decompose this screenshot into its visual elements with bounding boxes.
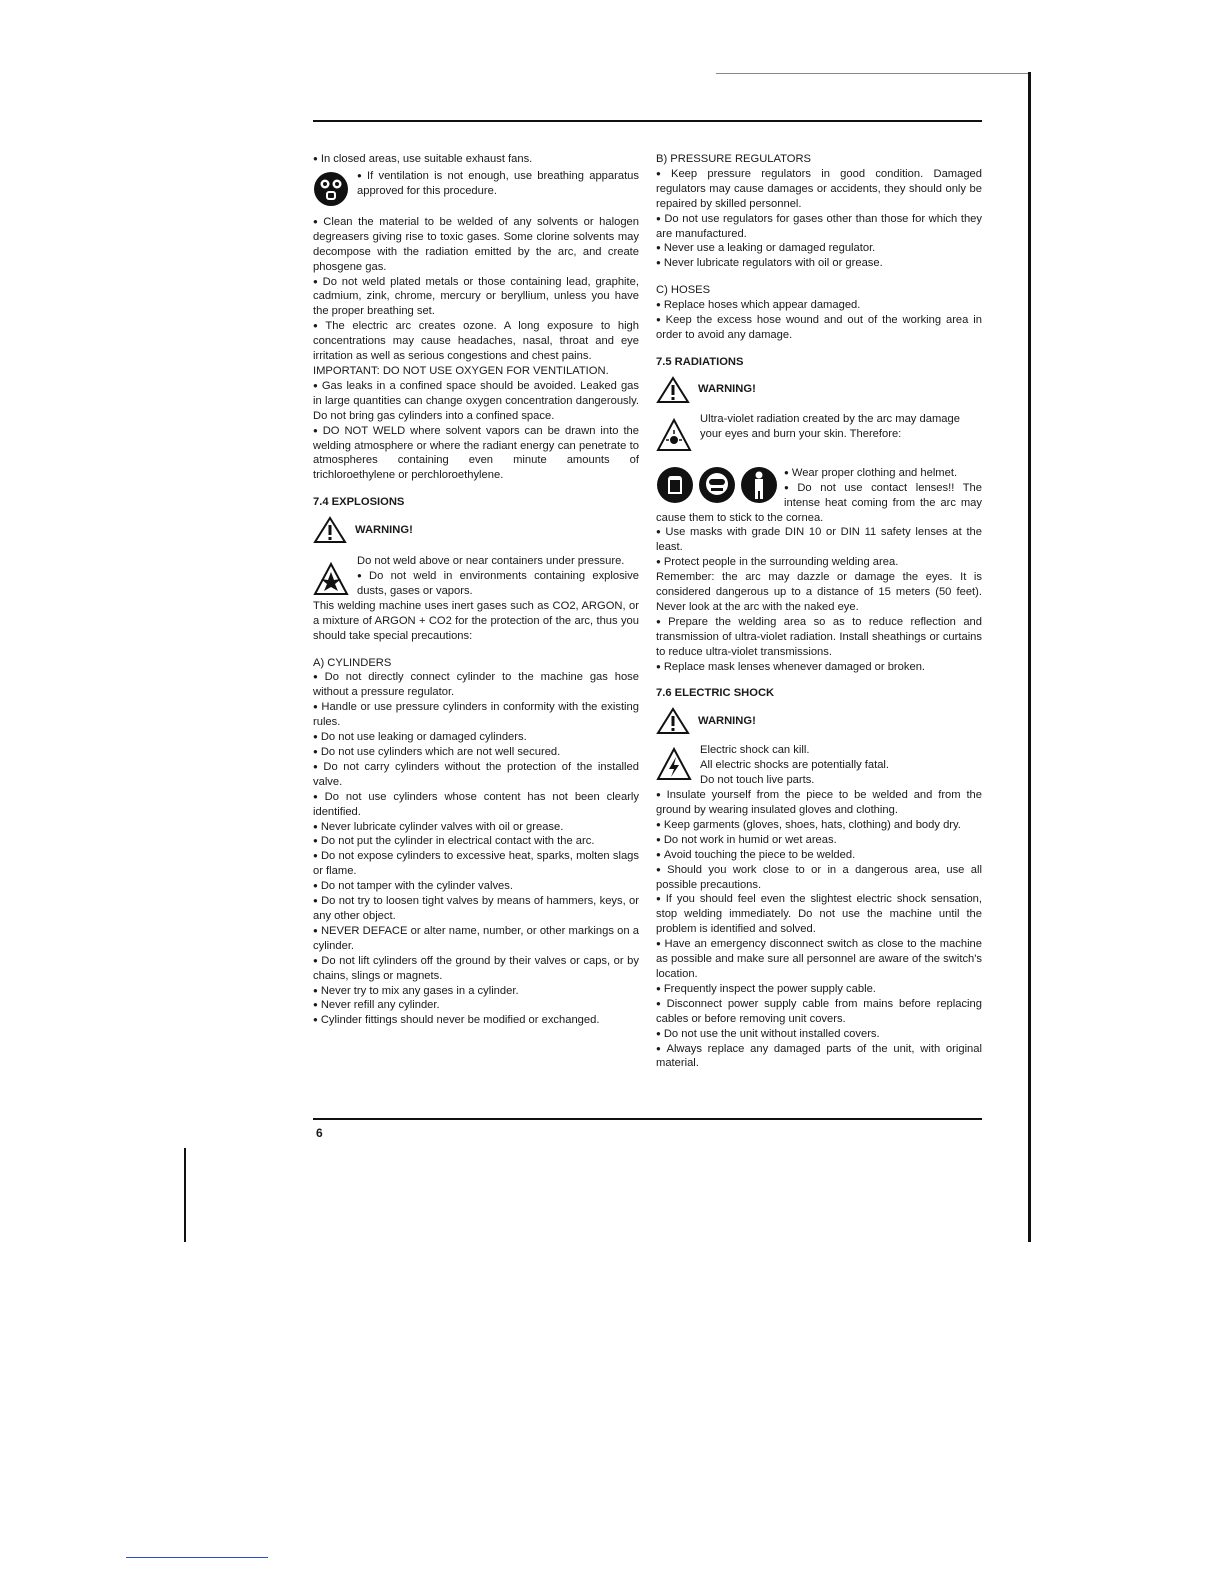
paragraph: IMPORTANT: DO NOT USE OXYGEN FOR VENTILATION. bbox=[313, 364, 609, 377]
explosion-warning-icon bbox=[313, 562, 349, 596]
cylinders-list bbox=[313, 670, 639, 1028]
gloves-icon bbox=[656, 466, 694, 504]
paragraph: ● Do not weld plated metals or those containing lead, graphite, cadmium, zink, chrome, mercury or beryllium, unless you have the proper breathing set. bbox=[313, 275, 639, 320]
paragraph: Do not touch live parts. bbox=[700, 774, 815, 787]
list-item: ● Handle or use pressure cylinders in conformity with the existing rules. bbox=[313, 700, 639, 730]
paragraph: Do not weld above or near containers under pressure. bbox=[357, 555, 625, 568]
paragraph: ● Wear proper clothing and helmet. bbox=[656, 466, 982, 481]
warning-triangle-icon bbox=[656, 376, 690, 404]
warning-row bbox=[656, 707, 982, 735]
list-item: ● Do not use the unit without installed covers. bbox=[656, 1027, 982, 1042]
electric-shock-warning-icon bbox=[656, 747, 692, 781]
protective-block bbox=[656, 466, 982, 526]
list-item: ● Do not expose cylinders to excessive heat, sparks, molten slags or flame. bbox=[313, 849, 639, 879]
list-item: ● Do not use regulators for gases other than those for which they are manufactured. bbox=[656, 212, 982, 242]
list-item: ● Have an emergency disconnect switch as close to the machine as possible and make sure all personnel are aware of the switch's location. bbox=[656, 937, 982, 982]
paragraph: ● Clean the material to be welded of any solvents or halogen degreasers giving rise to toxic gases. Some clorine solvents may decompose with the radiation emitted by the arc, and create phosgene gas. bbox=[313, 215, 639, 275]
list-item: ● NEVER DEFACE or alter name, number, or other markings on a cylinder. bbox=[313, 924, 639, 954]
page-number: 6 bbox=[316, 1126, 323, 1140]
list-item: ● Do not directly connect cylinder to the machine gas hose without a pressure regulator. bbox=[313, 670, 639, 700]
warning-label: WARNING! bbox=[355, 523, 413, 536]
list-item: ● Do not carry cylinders without the protection of the installed valve. bbox=[313, 760, 639, 790]
list-item: ● Use masks with grade DIN 10 or DIN 11 safety lenses at the least. bbox=[656, 525, 982, 555]
list-item: ● Never refill any cylinder. bbox=[313, 998, 639, 1013]
list-item: ● Keep pressure regulators in good condition. Damaged regulators may cause damages or accidents, they should only be repaired by skilled personnel. bbox=[656, 167, 982, 212]
left-column bbox=[313, 152, 639, 1028]
top-short-rule bbox=[716, 73, 1028, 74]
right-column bbox=[656, 152, 982, 1071]
warning-triangle-icon bbox=[313, 516, 347, 544]
left-edge-line bbox=[184, 1148, 186, 1242]
paragraph: ● Do not use contact lenses!! The intense heat coming from the arc may cause them to stick to the cornea. bbox=[656, 481, 982, 526]
list-item: ● Protect people in the surrounding welding area. bbox=[656, 555, 982, 570]
list-item: ● Cylinder fittings should never be modified or exchanged. bbox=[313, 1013, 639, 1028]
paragraph: ● The electric arc creates ozone. A long exposure to high concentrations may cause headaches, nasal, throat and eye irritation as well as serious congestions and chest pains. bbox=[313, 319, 639, 364]
warning-row bbox=[656, 376, 982, 404]
list-item: ● Do not put the cylinder in electrical contact with the arc. bbox=[313, 834, 639, 849]
explosion-block bbox=[313, 554, 639, 599]
paragraph: ● If ventilation is not enough, use breathing apparatus approved for this procedure. bbox=[357, 169, 639, 199]
list-item: ● Keep garments (gloves, shoes, hats, clothing) and body dry. bbox=[656, 818, 982, 833]
ventilation-block bbox=[313, 169, 639, 209]
section-heading: 7.6 ELECTRIC SHOCK bbox=[656, 687, 775, 700]
section-heading: 7.5 RADIATIONS bbox=[656, 355, 744, 368]
section-heading: 7.4 EXPLOSIONS bbox=[313, 496, 405, 509]
warning-triangle-icon bbox=[656, 707, 690, 735]
protection-icons bbox=[656, 466, 778, 504]
clothing-icon bbox=[740, 466, 778, 504]
paragraph: ● DO NOT WELD where solvent vapors can be drawn into the welding atmosphere or where the radiant energy can penetrate to atmospheres containing even minute amounts of trichloroethylene or perchloroethylene. bbox=[313, 424, 639, 484]
list-item: ● Never lubricate cylinder valves with oil or grease. bbox=[313, 820, 639, 835]
paragraph: Electric shock can kill. bbox=[700, 744, 810, 757]
paragraph: ● In closed areas, use suitable exhaust fans. bbox=[313, 152, 639, 167]
list-item: ● Insulate yourself from the piece to be welded and from the ground by wearing insulated gloves and clothing. bbox=[656, 788, 982, 818]
paragraph: ● Do not weld in environments containing explosive dusts, gases or vapors. bbox=[313, 569, 639, 599]
paragraph: This welding machine uses inert gases such as CO2, ARGON, or a mixture of ARGON + CO2 for the protection of the arc, thus you should take special precautions: bbox=[313, 599, 639, 642]
list-item: ● Frequently inspect the power supply cable. bbox=[656, 982, 982, 997]
list-item: ● Prepare the welding area so as to reduce reflection and transmission of ultra-violet radiation. Install sheathings or curtains to reduce ultra-violet transmissions. bbox=[656, 615, 982, 660]
list-item: ● Do not tamper with the cylinder valves. bbox=[313, 879, 639, 894]
list-item: ● Should you work close to or in a dangerous area, use all possible precautions. bbox=[656, 863, 982, 893]
list-item: ● Keep the excess hose wound and out of the working area in order to avoid any damage. bbox=[656, 313, 982, 343]
footer-rule bbox=[313, 1118, 982, 1120]
mask-icon bbox=[698, 466, 736, 504]
paragraph: Remember: the arc may dazzle or damage the eyes. It is considered dangerous up to a distance of 15 meters (50 feet). Never look at the arc with the naked eye. bbox=[656, 571, 982, 613]
list-item: ● If you should feel even the slightest electric shock sensation, stop welding immediately. Do not use the machine until the problem is identified and solved. bbox=[656, 892, 982, 937]
list-item: ● Avoid touching the piece to be welded. bbox=[656, 848, 982, 863]
list-item: ● Never lubricate regulators with oil or grease. bbox=[656, 256, 982, 271]
right-edge-line bbox=[1028, 72, 1031, 1242]
warning-label: WARNING! bbox=[698, 714, 756, 727]
warning-row bbox=[313, 516, 639, 544]
shock-block bbox=[656, 743, 982, 788]
list-item: ● Do not use leaking or damaged cylinders. bbox=[313, 730, 639, 745]
list-item: ● Do not work in humid or wet areas. bbox=[656, 833, 982, 848]
list-item: ● Disconnect power supply cable from mains before replacing cables or before removing unit covers. bbox=[656, 997, 982, 1027]
list-item: ● Replace mask lenses whenever damaged or broken. bbox=[656, 660, 982, 675]
list-item: ● Do not lift cylinders off the ground by their valves or caps, or by chains, slings or magnets. bbox=[313, 954, 639, 984]
list-item: ● Replace hoses which appear damaged. bbox=[656, 298, 982, 313]
header-rule bbox=[313, 120, 982, 122]
sub-heading: C) HOSES bbox=[656, 284, 711, 297]
sub-heading: B) PRESSURE REGULATORS bbox=[656, 153, 812, 165]
paragraph: All electric shocks are potentially fatal. bbox=[700, 759, 890, 772]
paragraph: Ultra-violet radiation created by the arc may damage your eyes and burn your skin. Therefore: bbox=[700, 412, 960, 440]
list-item: ● Do not use cylinders whose content has not been clearly identified. bbox=[313, 790, 639, 820]
list-item: ● Never use a leaking or damaged regulator. bbox=[656, 241, 982, 256]
list-item: ● Do not use cylinders which are not well secured. bbox=[313, 745, 639, 760]
uv-block bbox=[656, 412, 982, 454]
list-item: ● Always replace any damaged parts of the unit, with original material. bbox=[656, 1042, 982, 1072]
bottom-blue-rule bbox=[126, 1557, 268, 1558]
paragraph: ● Gas leaks in a confined space should be avoided. Leaked gas in large quantities can change oxygen concentration dangerously. Do not bring gas cylinders into a confined space. bbox=[313, 379, 639, 424]
radiation-warning-icon bbox=[656, 418, 692, 452]
respirator-icon bbox=[313, 171, 349, 207]
warning-label: WARNING! bbox=[698, 383, 756, 396]
sub-heading: A) CYLINDERS bbox=[313, 656, 392, 669]
list-item: ● Never try to mix any gases in a cylinder. bbox=[313, 984, 639, 999]
list-item: ● Do not try to loosen tight valves by means of hammers, keys, or any other object. bbox=[313, 894, 639, 924]
